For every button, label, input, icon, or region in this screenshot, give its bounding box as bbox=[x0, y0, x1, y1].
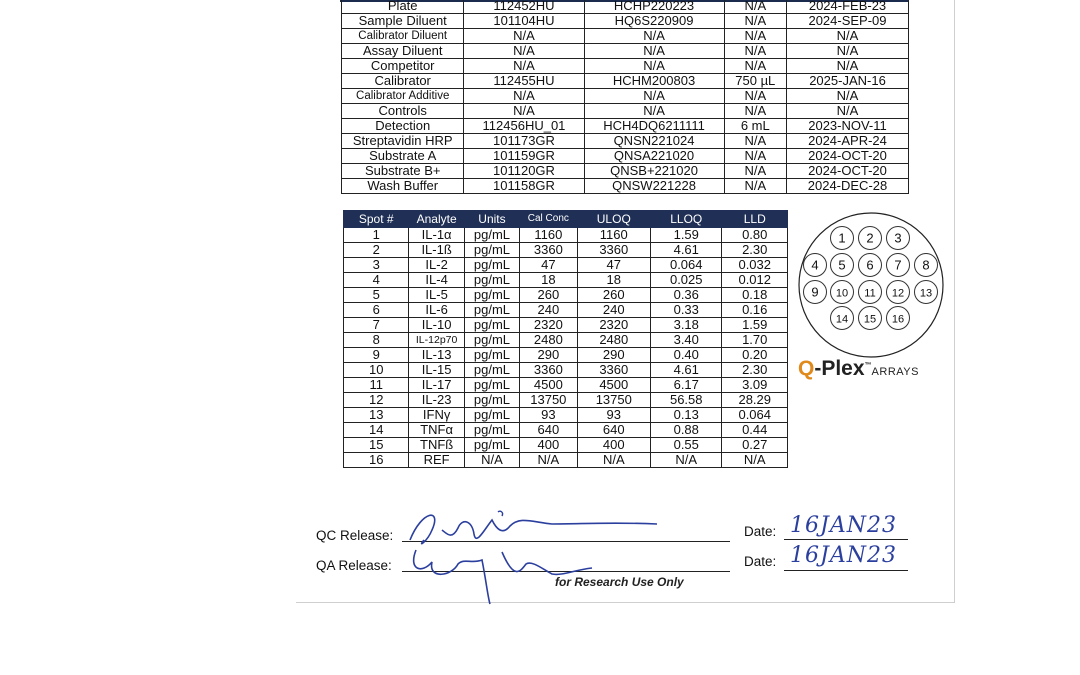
spot-cell: 4 bbox=[344, 273, 409, 288]
spot-cell: pg/mL bbox=[464, 438, 519, 453]
spot-cell: 13750 bbox=[577, 393, 650, 408]
reagent-row bbox=[342, 119, 909, 134]
spot-row bbox=[344, 258, 788, 273]
spot-cell: 0.80 bbox=[722, 228, 788, 243]
spot-header-cell: LLOQ bbox=[651, 211, 722, 228]
spot-cell: IL-12p70 bbox=[409, 333, 464, 348]
spot-cell: 15 bbox=[344, 438, 409, 453]
spot-cell: IFNγ bbox=[409, 408, 464, 423]
reagent-name: Streptavidin HRP bbox=[342, 134, 464, 149]
spot-cell: 290 bbox=[520, 348, 577, 363]
reagent-catalog: 112452HU bbox=[464, 0, 584, 14]
spot-header-cell: Cal Conc bbox=[520, 211, 577, 228]
spot-cell: 0.16 bbox=[722, 303, 788, 318]
qa-date-value: 16JAN23 bbox=[790, 543, 897, 568]
spot-number: 13 bbox=[919, 287, 933, 300]
spot-cell: IL-15 bbox=[409, 363, 464, 378]
spot-cell: 12 bbox=[344, 393, 409, 408]
reagent-catalog: N/A bbox=[464, 29, 584, 44]
reagent-lot: QNSW221228 bbox=[584, 179, 724, 194]
reagent-lot: HCH4DQ6211111 bbox=[584, 119, 724, 134]
research-use-disclaimer: for Research Use Only bbox=[555, 575, 684, 589]
spot-cell: 7 bbox=[344, 318, 409, 333]
spot-number: 8 bbox=[922, 257, 930, 273]
spot-map-diagram bbox=[796, 210, 946, 360]
spot-cell: 5 bbox=[344, 288, 409, 303]
reagent-name: Calibrator Additive bbox=[342, 89, 464, 104]
spot-cell: 290 bbox=[577, 348, 650, 363]
reagent-lot: N/A bbox=[584, 29, 724, 44]
logo-plex: -Plex bbox=[814, 357, 865, 380]
spot-number: 9 bbox=[811, 284, 819, 300]
reagent-volume: N/A bbox=[724, 14, 786, 29]
spot-cell: 640 bbox=[577, 423, 650, 438]
qa-release-label: QA Release: bbox=[316, 558, 392, 573]
reagent-row bbox=[342, 0, 909, 14]
reagent-row bbox=[342, 74, 909, 89]
reagent-lot: HCHM200803 bbox=[584, 74, 724, 89]
reagent-catalog: N/A bbox=[464, 44, 584, 59]
spot-cell: N/A bbox=[722, 453, 788, 468]
spot-cell: IL-1ß bbox=[409, 243, 464, 258]
logo-arrays: ARRAYS bbox=[871, 366, 919, 378]
reagent-volume: N/A bbox=[724, 44, 786, 59]
spot-cell: 0.88 bbox=[651, 423, 722, 438]
q-plex-logo bbox=[798, 357, 919, 381]
spot-cell: 4.61 bbox=[651, 243, 722, 258]
spot-cell: 13750 bbox=[520, 393, 577, 408]
spot-cell: pg/mL bbox=[464, 318, 519, 333]
spot-cell: 1.59 bbox=[722, 318, 788, 333]
reagent-catalog: N/A bbox=[464, 104, 584, 119]
spot-cell: TNFß bbox=[409, 438, 464, 453]
spot-cell: 240 bbox=[577, 303, 650, 318]
reagent-volume: N/A bbox=[724, 134, 786, 149]
reagent-catalog: 112456HU_01 bbox=[464, 119, 584, 134]
reagent-lot: QNSB+221020 bbox=[584, 164, 724, 179]
reagent-lot: N/A bbox=[584, 44, 724, 59]
spot-row bbox=[344, 333, 788, 348]
reagent-lot: QNSA221020 bbox=[584, 149, 724, 164]
reagent-expiry: 2024-OCT-20 bbox=[787, 149, 909, 164]
reagent-volume: N/A bbox=[724, 164, 786, 179]
spot-cell: 1160 bbox=[520, 228, 577, 243]
spot-number: 14 bbox=[835, 313, 849, 326]
reagent-expiry: N/A bbox=[787, 104, 909, 119]
reagent-catalog: N/A bbox=[464, 89, 584, 104]
spot-cell: N/A bbox=[464, 453, 519, 468]
spot-cell: N/A bbox=[577, 453, 650, 468]
reagent-volume: N/A bbox=[724, 104, 786, 119]
spot-cell: 3360 bbox=[520, 243, 577, 258]
reagent-row bbox=[342, 164, 909, 179]
spot-cell: IL-10 bbox=[409, 318, 464, 333]
spot-row bbox=[344, 453, 788, 468]
reagent-lot: QNSN221024 bbox=[584, 134, 724, 149]
qc-release-label: QC Release: bbox=[316, 528, 394, 543]
spot-cell: pg/mL bbox=[464, 423, 519, 438]
spot-cell: 3360 bbox=[577, 363, 650, 378]
spot-cell: REF bbox=[409, 453, 464, 468]
spot-cell: pg/mL bbox=[464, 333, 519, 348]
spot-cell: N/A bbox=[651, 453, 722, 468]
reagent-name: Competitor bbox=[342, 59, 464, 74]
spot-row bbox=[344, 243, 788, 258]
reagent-name: Calibrator Diluent bbox=[342, 29, 464, 44]
spot-cell: 28.29 bbox=[722, 393, 788, 408]
spot-cell: pg/mL bbox=[464, 378, 519, 393]
spot-row bbox=[344, 228, 788, 243]
spot-row bbox=[344, 408, 788, 423]
reagent-row bbox=[342, 29, 909, 44]
reagent-name: Substrate A bbox=[342, 149, 464, 164]
reagent-name: Plate bbox=[342, 0, 464, 14]
reagent-row bbox=[342, 14, 909, 29]
spot-row bbox=[344, 273, 788, 288]
qa-signature bbox=[402, 540, 622, 610]
logo-trademark: ™ bbox=[864, 362, 872, 369]
reagent-expiry: N/A bbox=[787, 44, 909, 59]
spot-cell: 10 bbox=[344, 363, 409, 378]
spot-row bbox=[344, 438, 788, 453]
spot-cell: 16 bbox=[344, 453, 409, 468]
spot-cell: pg/mL bbox=[464, 408, 519, 423]
spot-cell: 56.58 bbox=[651, 393, 722, 408]
spot-cell: pg/mL bbox=[464, 273, 519, 288]
spot-number: 15 bbox=[863, 313, 877, 326]
spot-number: 11 bbox=[864, 287, 876, 300]
spot-number: 2 bbox=[866, 230, 874, 246]
spot-cell: 9 bbox=[344, 348, 409, 363]
reagent-lot: N/A bbox=[584, 59, 724, 74]
spot-cell: 2.30 bbox=[722, 363, 788, 378]
reagent-catalog: 101104HU bbox=[464, 14, 584, 29]
spot-cell: 2320 bbox=[577, 318, 650, 333]
spot-cell: IL-23 bbox=[409, 393, 464, 408]
spot-cell: 0.18 bbox=[722, 288, 788, 303]
reagent-row bbox=[342, 134, 909, 149]
reagent-expiry: N/A bbox=[787, 29, 909, 44]
reagent-name: Detection bbox=[342, 119, 464, 134]
spot-cell: 2480 bbox=[520, 333, 577, 348]
spot-cell: TNFα bbox=[409, 423, 464, 438]
spot-number: 12 bbox=[891, 287, 905, 300]
reagent-lot: N/A bbox=[584, 89, 724, 104]
spot-cell: 4500 bbox=[577, 378, 650, 393]
spot-cell: 6 bbox=[344, 303, 409, 318]
spot-cell: 8 bbox=[344, 333, 409, 348]
spot-cell: N/A bbox=[520, 453, 577, 468]
spot-number: 7 bbox=[894, 257, 902, 273]
spot-number: 6 bbox=[866, 257, 874, 273]
spot-cell: 3360 bbox=[577, 243, 650, 258]
reagent-row bbox=[342, 89, 909, 104]
spot-number: 4 bbox=[811, 257, 819, 273]
spot-row bbox=[344, 393, 788, 408]
spot-cell: 3.18 bbox=[651, 318, 722, 333]
reagent-row bbox=[342, 44, 909, 59]
reagent-name: Substrate B+ bbox=[342, 164, 464, 179]
spot-cell: 0.40 bbox=[651, 348, 722, 363]
reagent-volume: N/A bbox=[724, 149, 786, 164]
spot-cell: IL-5 bbox=[409, 288, 464, 303]
reagent-volume: N/A bbox=[724, 89, 786, 104]
spot-row bbox=[344, 318, 788, 333]
reagent-volume: N/A bbox=[724, 29, 786, 44]
spot-cell: 93 bbox=[520, 408, 577, 423]
reagent-expiry: 2024-SEP-09 bbox=[787, 14, 909, 29]
reagent-catalog: 112455HU bbox=[464, 74, 584, 89]
spot-cell: 2320 bbox=[520, 318, 577, 333]
spot-number: 10 bbox=[835, 287, 849, 300]
spot-cell: 0.33 bbox=[651, 303, 722, 318]
reagent-row bbox=[342, 149, 909, 164]
spot-cell: 400 bbox=[577, 438, 650, 453]
spot-table bbox=[343, 210, 788, 468]
spot-number: 16 bbox=[891, 313, 905, 326]
reagent-name: Controls bbox=[342, 104, 464, 119]
reagent-volume: N/A bbox=[724, 0, 786, 14]
reagent-name: Sample Diluent bbox=[342, 14, 464, 29]
spot-cell: 2.30 bbox=[722, 243, 788, 258]
logo-q: Q bbox=[798, 357, 815, 380]
spot-cell: 0.36 bbox=[651, 288, 722, 303]
qc-date-label: Date: bbox=[744, 524, 777, 539]
spot-cell: 47 bbox=[577, 258, 650, 273]
reagent-expiry: 2024-APR-24 bbox=[787, 134, 909, 149]
reagent-catalog: 101173GR bbox=[464, 134, 584, 149]
reagent-row bbox=[342, 179, 909, 194]
spot-cell: 3.09 bbox=[722, 378, 788, 393]
reagent-catalog: 101120GR bbox=[464, 164, 584, 179]
reagent-name: Calibrator bbox=[342, 74, 464, 89]
spot-cell: pg/mL bbox=[464, 393, 519, 408]
reagent-row bbox=[342, 59, 909, 74]
spot-cell: IL-4 bbox=[409, 273, 464, 288]
spot-cell: 0.20 bbox=[722, 348, 788, 363]
reagent-volume: 750 µL bbox=[724, 74, 786, 89]
spot-cell: 0.032 bbox=[722, 258, 788, 273]
reagent-expiry: 2025-JAN-16 bbox=[787, 74, 909, 89]
reagent-table bbox=[341, 0, 909, 194]
spot-cell: 4500 bbox=[520, 378, 577, 393]
reagent-lot: HCHP220223 bbox=[584, 0, 724, 14]
reagent-volume: 6 mL bbox=[724, 119, 786, 134]
spot-cell: 18 bbox=[520, 273, 577, 288]
reagent-name: Assay Diluent bbox=[342, 44, 464, 59]
reagent-expiry: 2024-FEB-23 bbox=[787, 0, 909, 14]
reagent-lot: N/A bbox=[584, 104, 724, 119]
spot-number: 1 bbox=[838, 230, 846, 246]
spot-cell: 2 bbox=[344, 243, 409, 258]
spot-cell: 260 bbox=[577, 288, 650, 303]
spot-header-cell: Analyte bbox=[409, 211, 464, 228]
spot-cell: 240 bbox=[520, 303, 577, 318]
spot-row bbox=[344, 378, 788, 393]
spot-row bbox=[344, 363, 788, 378]
spot-cell: 6.17 bbox=[651, 378, 722, 393]
spot-row bbox=[344, 303, 788, 318]
reagent-expiry: 2024-OCT-20 bbox=[787, 164, 909, 179]
spot-cell: 14 bbox=[344, 423, 409, 438]
spot-cell: 1.59 bbox=[651, 228, 722, 243]
qa-date-label: Date: bbox=[744, 554, 777, 569]
spot-cell: 0.27 bbox=[722, 438, 788, 453]
reagent-name: Wash Buffer bbox=[342, 179, 464, 194]
spot-cell: 11 bbox=[344, 378, 409, 393]
spot-cell: pg/mL bbox=[464, 303, 519, 318]
spot-cell: 1 bbox=[344, 228, 409, 243]
spot-cell: 3.40 bbox=[651, 333, 722, 348]
spot-cell: 13 bbox=[344, 408, 409, 423]
spot-cell: 3 bbox=[344, 258, 409, 273]
spot-cell: IL-13 bbox=[409, 348, 464, 363]
spot-header-cell: LLD bbox=[722, 211, 788, 228]
reagent-lot: HQ6S220909 bbox=[584, 14, 724, 29]
spot-cell: 400 bbox=[520, 438, 577, 453]
spot-row bbox=[344, 348, 788, 363]
spot-cell: 93 bbox=[577, 408, 650, 423]
spot-cell: 0.064 bbox=[722, 408, 788, 423]
spot-header-cell: ULOQ bbox=[577, 211, 650, 228]
spot-cell: 3360 bbox=[520, 363, 577, 378]
spot-cell: 47 bbox=[520, 258, 577, 273]
spot-cell: pg/mL bbox=[464, 288, 519, 303]
spot-row bbox=[344, 423, 788, 438]
spot-cell: 4.61 bbox=[651, 363, 722, 378]
spot-cell: 0.064 bbox=[651, 258, 722, 273]
spot-cell: 0.012 bbox=[722, 273, 788, 288]
spot-cell: pg/mL bbox=[464, 228, 519, 243]
spot-cell: IL-1α bbox=[409, 228, 464, 243]
spot-cell: 0.13 bbox=[651, 408, 722, 423]
spot-cell: IL-6 bbox=[409, 303, 464, 318]
reagent-expiry: 2024-DEC-28 bbox=[787, 179, 909, 194]
spot-cell: pg/mL bbox=[464, 243, 519, 258]
reagent-volume: N/A bbox=[724, 179, 786, 194]
reagent-row bbox=[342, 104, 909, 119]
spot-cell: 260 bbox=[520, 288, 577, 303]
qa-date-line bbox=[784, 570, 908, 571]
qc-date-line bbox=[784, 539, 908, 540]
spot-cell: 2480 bbox=[577, 333, 650, 348]
spot-cell: 18 bbox=[577, 273, 650, 288]
spot-cell: pg/mL bbox=[464, 348, 519, 363]
spot-header-cell: Spot # bbox=[344, 211, 409, 228]
spot-cell: pg/mL bbox=[464, 258, 519, 273]
spot-row bbox=[344, 288, 788, 303]
spot-cell: 0.44 bbox=[722, 423, 788, 438]
spot-cell: 640 bbox=[520, 423, 577, 438]
spot-cell: 1.70 bbox=[722, 333, 788, 348]
spot-cell: 0.55 bbox=[651, 438, 722, 453]
spot-number: 3 bbox=[894, 230, 902, 246]
reagent-volume: N/A bbox=[724, 59, 786, 74]
spot-cell: IL-17 bbox=[409, 378, 464, 393]
spot-cell: IL-2 bbox=[409, 258, 464, 273]
spot-header-cell: Units bbox=[464, 211, 519, 228]
reagent-expiry: 2023-NOV-11 bbox=[787, 119, 909, 134]
spot-number: 5 bbox=[838, 257, 846, 273]
reagent-catalog: 101158GR bbox=[464, 179, 584, 194]
qc-date-value: 16JAN23 bbox=[790, 513, 897, 538]
reagent-expiry: N/A bbox=[787, 89, 909, 104]
spot-cell: pg/mL bbox=[464, 363, 519, 378]
reagent-expiry: N/A bbox=[787, 59, 909, 74]
spot-cell: 0.025 bbox=[651, 273, 722, 288]
reagent-catalog: 101159GR bbox=[464, 149, 584, 164]
reagent-catalog: N/A bbox=[464, 59, 584, 74]
spot-cell: 1160 bbox=[577, 228, 650, 243]
